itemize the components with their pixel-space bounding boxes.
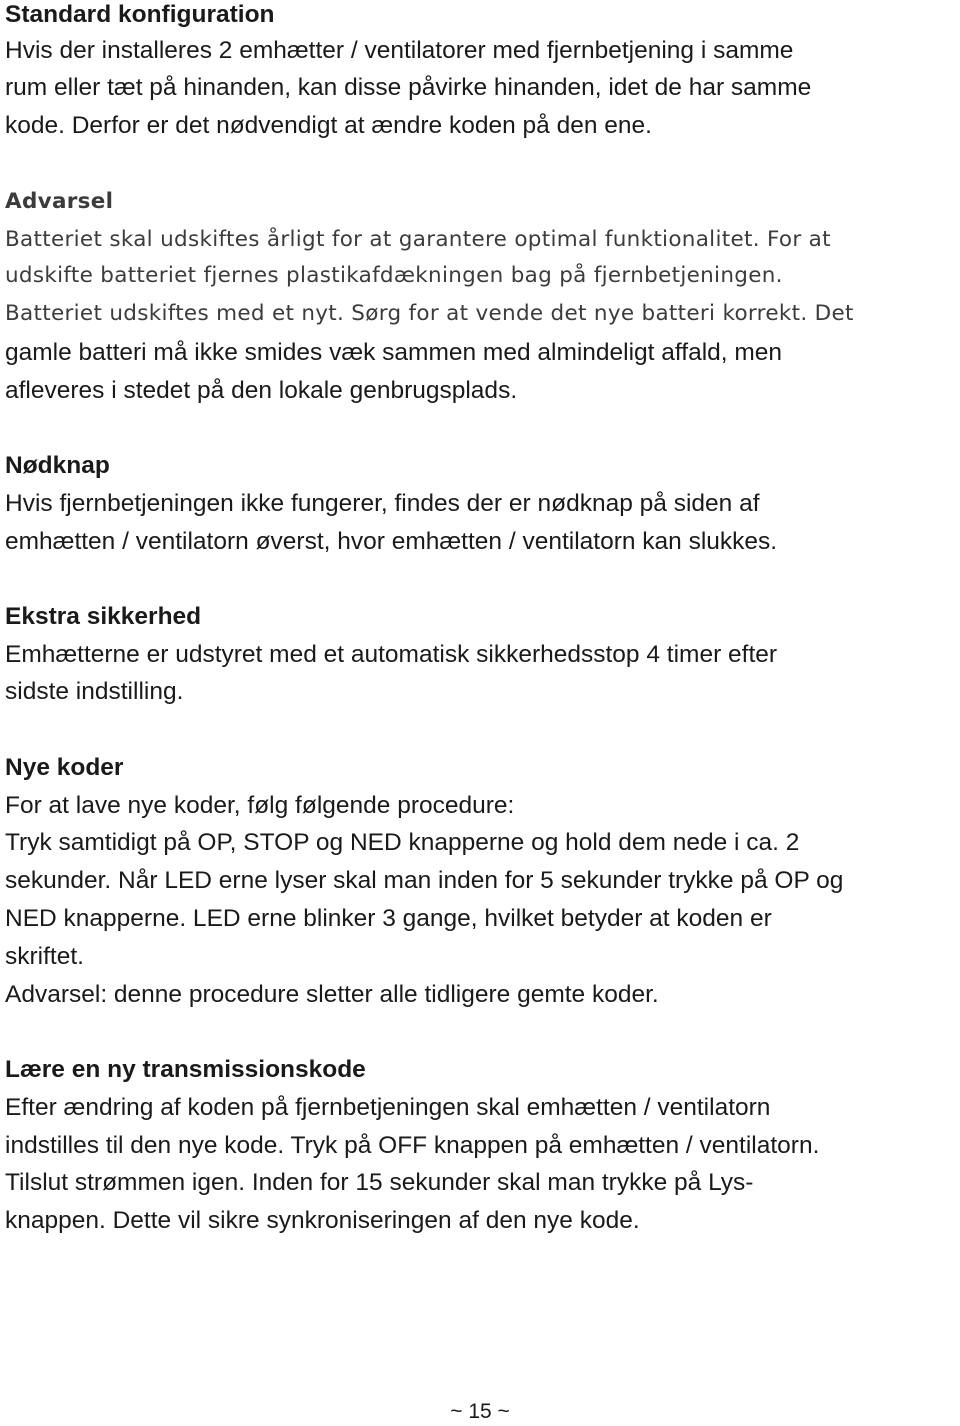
heading-nye-koder: Nye koder (5, 754, 124, 781)
ekstra-line-2: sidste indstilling. (5, 678, 184, 705)
page-number: ~ 15 ~ (450, 1400, 510, 1423)
ekstra-line-1: Emhætterne er udstyret med et automatisk sikkerhedsstop 4 timer efter (5, 641, 778, 668)
advarsel-line-3: Batteriet udskiftes med et nyt. Sørg for at vende det nye batteri korrekt. Det (5, 301, 854, 326)
nodknap-line-1: Hvis fjernbetjeningen ikke fungerer, findes der er nødknap på siden af (5, 490, 760, 517)
laere-line-4: knappen. Dette vil sikre synkroniseringen af den nye kode. (5, 1207, 640, 1234)
laere-line-1: Efter ændring af koden på fjernbetjeningen skal emhætten / ventilatorn (5, 1094, 771, 1121)
heading-standard-konfiguration: Standard konfiguration (5, 1, 275, 28)
heading-laere-ny-transmissionskode: Lære en ny transmissionskode (5, 1056, 366, 1083)
nyekoder-line-6: Advarsel: denne procedure sletter alle tidligere gemte koder. (5, 981, 659, 1008)
laere-line-2: indstilles til den nye kode. Tryk på OFF knappen på emhætten / ventilatorn. (5, 1132, 820, 1159)
advarsel-line-4: gamle batteri må ikke smides væk sammen med almindeligt affald, men (5, 339, 783, 366)
advarsel-line-5: afleveres i stedet på den lokale genbrugsplads. (5, 377, 518, 404)
standard-line-1: Hvis der installeres 2 emhætter / ventilatorer med fjernbetjening i samme (5, 37, 794, 64)
standard-line-2: rum eller tæt på hinanden, kan disse påvirke hinanden, idet de har samme (5, 74, 812, 101)
nodknap-line-2: emhætten / ventilatorn øverst, hvor emhætten / ventilatorn kan slukkes. (5, 528, 778, 555)
nyekoder-line-5: skriftet. (5, 943, 84, 970)
heading-nodknap: Nødknap (5, 452, 110, 479)
advarsel-line-2: udskifte batteriet fjernes plastikafdækningen bag på fjernbetjeningen. (5, 263, 783, 288)
nyekoder-line-2: Tryk samtidigt på OP, STOP og NED knapperne og hold dem nede i ca. 2 (5, 829, 800, 856)
heading-advarsel: Advarsel (5, 189, 114, 214)
laere-line-3: Tilslut strømmen igen. Inden for 15 sekunder skal man trykke på Lys- (5, 1169, 754, 1196)
heading-ekstra-sikkerhed: Ekstra sikkerhed (5, 603, 202, 630)
document-page (5, 0, 957, 1424)
standard-line-3: kode. Derfor er det nødvendigt at ændre koden på den ene. (5, 112, 652, 139)
nyekoder-line-3: sekunder. Når LED erne lyser skal man inden for 5 sekunder trykke på OP og (5, 867, 844, 894)
nyekoder-line-1: For at lave nye koder, følg følgende procedure: (5, 792, 515, 819)
nyekoder-line-4: NED knapperne. LED erne blinker 3 gange, hvilket betyder at koden er (5, 905, 772, 932)
advarsel-line-1: Batteriet skal udskiftes årligt for at garantere optimal funktionalitet. For at (5, 227, 831, 252)
